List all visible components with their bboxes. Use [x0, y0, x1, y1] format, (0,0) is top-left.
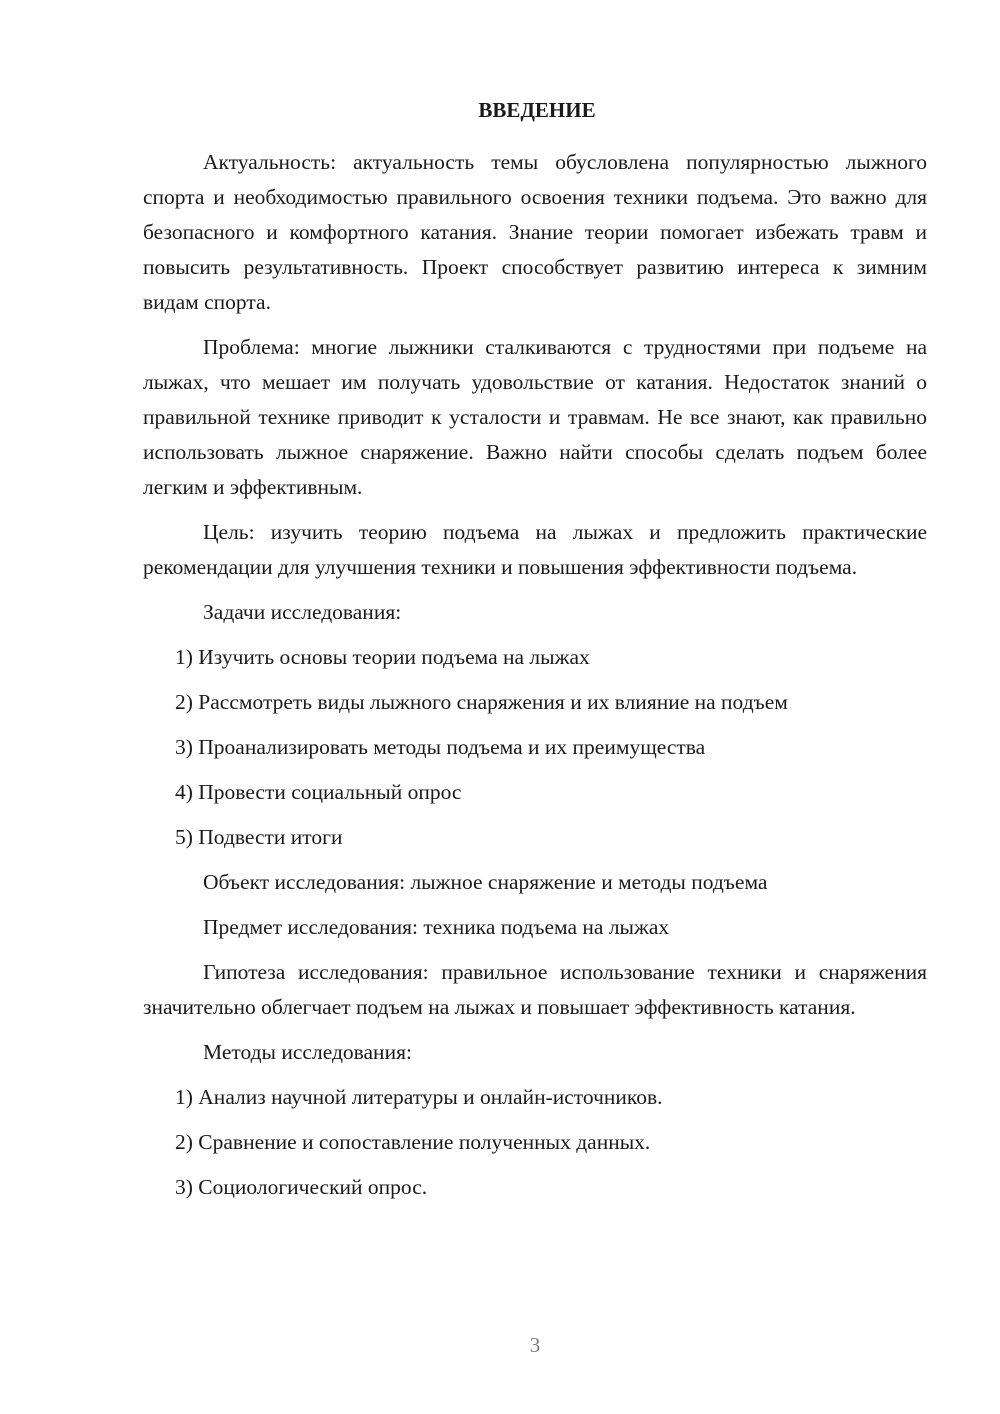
task-item: 2) Рассмотреть виды лыжного снаряжения и их влияние на подъем: [175, 690, 788, 714]
task-item: 5) Подвести итоги: [175, 825, 343, 849]
page-number: 3: [529, 1333, 541, 1357]
section-title: ВВЕДЕНИЕ: [478, 98, 596, 122]
relevance-paragraph: Актуальность: актуальность темы обусловлена популярностью лыжного спорта и необходимостью правильного освоения техники подъема. Это важно для безопасного и комфортного катания. Знание теории помогает избежать травм и повысить результативность. Проект способствует развитию интереса к зимним видам спорта.: [143, 150, 927, 314]
task-item: 1) Изучить основы теории подъема на лыжах: [175, 645, 590, 669]
document-page: [143, 96, 927, 1215]
method-item: 2) Сравнение и сопоставление полученных данных.: [175, 1130, 651, 1154]
subject-paragraph: Предмет исследования: техника подъема на лыжах: [203, 915, 670, 939]
problem-paragraph: Проблема: многие лыжники сталкиваются с трудностями при подъеме на лыжах, что мешает им получать удовольствие от катания. Недостаток знаний о правильной технике приводит к усталости и травмам. Не все знают, как правильно использовать лыжное снаряжение. Важно найти способы сделать подъем более легким и эффективным.: [143, 335, 927, 499]
task-item: 3) Проанализировать методы подъема и их преимущества: [175, 735, 706, 759]
method-item: 1) Анализ научной литературы и онлайн-источников.: [175, 1085, 663, 1109]
method-item: 3) Социологический опрос.: [175, 1175, 428, 1199]
hypothesis-paragraph: Гипотеза исследования: правильное использование техники и снаряжения значительно облегчает подъем на лыжах и повышает эффективность катания.: [143, 960, 927, 1019]
goal-paragraph: Цель: изучить теорию подъема на лыжах и предложить практические рекомендации для улучшения техники и повышения эффективности подъема.: [143, 520, 927, 579]
task-item: 4) Провести социальный опрос: [175, 780, 462, 804]
tasks-heading: Задачи исследования:: [203, 600, 402, 624]
object-paragraph: Объект исследования: лыжное снаряжение и методы подъема: [203, 870, 768, 894]
methods-heading: Методы исследования:: [203, 1040, 412, 1064]
